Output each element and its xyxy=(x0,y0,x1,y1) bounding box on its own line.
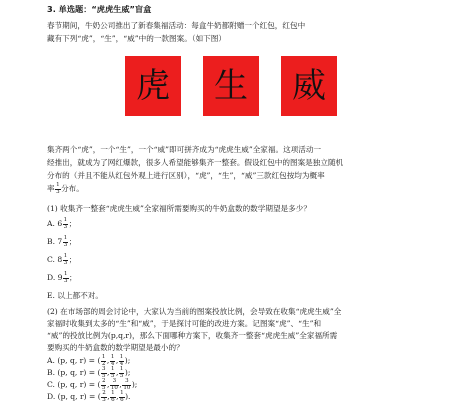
problem-title: 3. 单选题：“虎虎生威”盲盒 xyxy=(47,4,152,14)
card-hu: 虎 xyxy=(125,56,181,116)
q1-option-a[interactable]: A. 6 $\frac{1}{3}$ ； xyxy=(47,217,77,230)
q1-option-d[interactable]: D. 9 $\frac{1}{3}$ ； xyxy=(47,271,77,284)
rule-line-3: 分布的（并且不能从红包外观上进行区别），“虎”，“生”，“威”三款红包按均为概率 xyxy=(47,171,325,180)
q2-option-b[interactable]: B. (p, q, r) = ( $\frac{3}{5}$ , $\frac{1}{5}$ , $\frac{1}{5}$ ); xyxy=(47,366,131,379)
rule-line-1: 集齐两个“虎”，一个“生”，一个“威”即可拼齐成为“虎虎生威”全家福。这项活动一 xyxy=(47,145,322,154)
rule-line-2: 经推出，就成为了网红爆款，很多人希望能够集齐一整套。假设红包中的图案是独立随机 xyxy=(47,158,344,167)
rule-line-4: 率 $\frac{1}{3}$ 分布。 xyxy=(47,182,84,195)
intro-line-2: 藏有下列“虎”，“生”，“威”中的一款图案。（如下图） xyxy=(47,34,226,43)
q2-option-d[interactable]: D. (p, q, r) = ( $\frac{2}{3}$ , $\frac{1}{6}$ , $\frac{1}{6}$ ). xyxy=(47,390,131,403)
question-2-line-3: “威”的投放比例为(p,q,r)，那么下面哪种方案下，收集齐一整套“虎虎生威”全家福所需 xyxy=(47,331,338,340)
card-sheng: 生 xyxy=(203,56,259,116)
question-2-line-2: 家福时收集到太多的“生”和“威”，于是探讨可能的改进方案。记图案“虎”、“生”和 xyxy=(47,319,322,328)
question-1-text: (1) 收集齐一整套“虎虎生威”全家福所需要购买的牛奶盒数的数学期望是多少？ xyxy=(47,204,311,213)
q2-option-c[interactable]: C. (p, q, r) = ( $\frac{2}{5}$ , $\frac{3}{10}$ , $\frac{3}{10}$ ); xyxy=(47,378,138,391)
card-wei: 威 xyxy=(281,56,337,116)
q2-option-a[interactable]: A. (p, q, r) = ( $\frac{1}{2}$ , $\frac{1}{4}$ , $\frac{1}{4}$ ); xyxy=(47,354,131,367)
question-2-line-4: 要购买的牛奶盒数的数学期望是最小的？ xyxy=(47,343,184,352)
probability-fraction: $\frac{1}{3}$ xyxy=(56,182,60,195)
q1-option-c[interactable]: C. 8 $\frac{1}{3}$ ； xyxy=(47,253,77,266)
question-2-line-1: (2) 在市场部的周会讨论中，大家认为当前的图案投放比例，会导致在收集“虎虎生威”全 xyxy=(47,307,342,316)
q1-option-b[interactable]: B. 7 $\frac{1}{3}$ ； xyxy=(47,235,77,248)
q1-option-e[interactable]: E. 以上都不对。 xyxy=(47,291,103,300)
intro-line-1: 春节期间，牛奶公司推出了新春集福活动：每盒牛奶都附赠一个红包，红包中 xyxy=(47,21,306,30)
